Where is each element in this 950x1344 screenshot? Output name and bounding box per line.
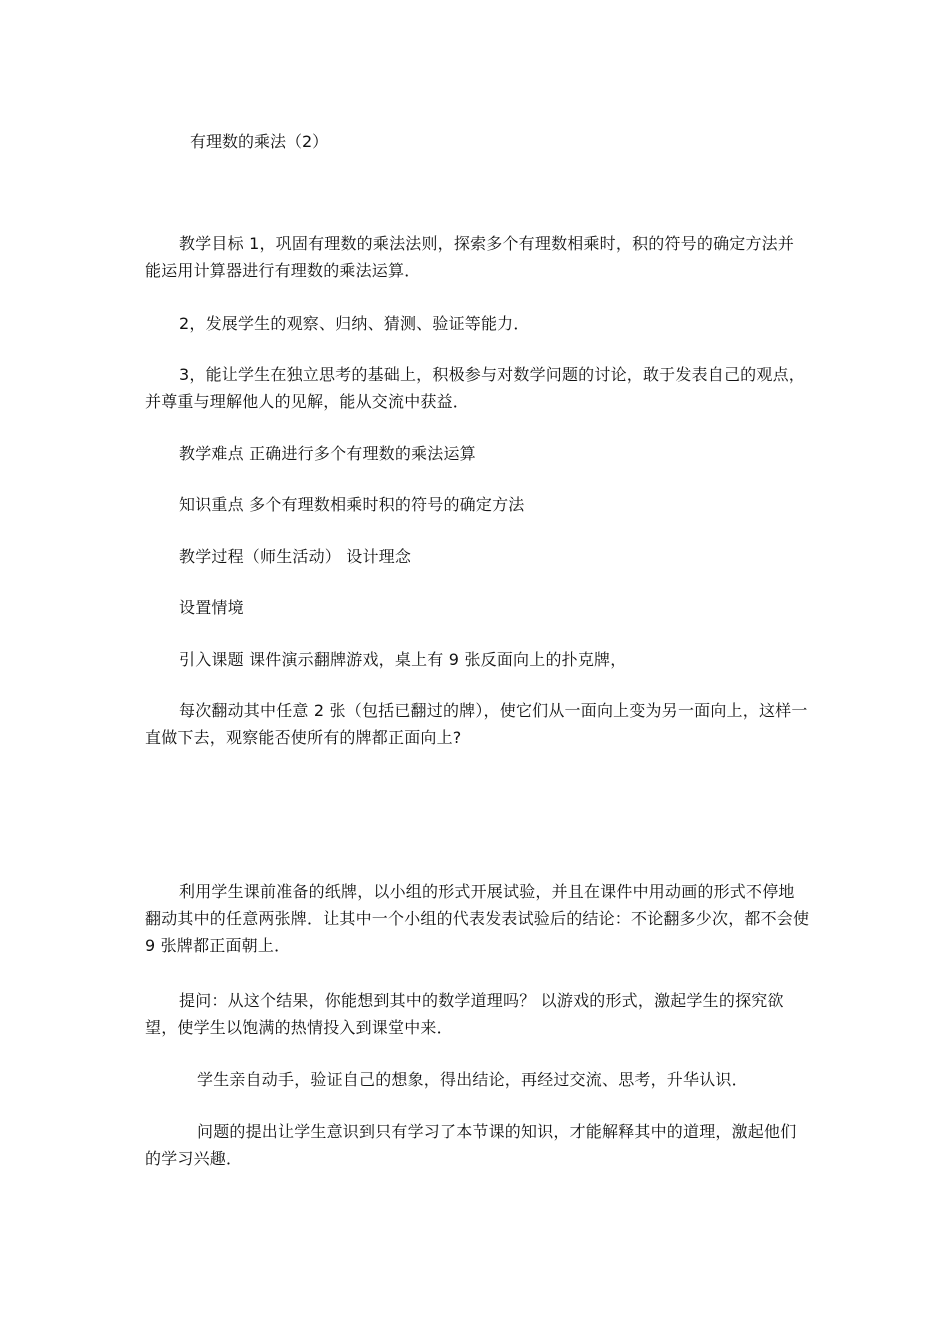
paragraph-teaching-process: 教学过程（师生活动） 设计理念 [179, 547, 412, 566]
paragraph-teaching-goal-3: 3，能让学生在独立思考的基础上，积极参与对数学问题的讨论，敢于发表自己的观点，并尊重与理解他人的见解，能从交流中获益． [145, 365, 805, 411]
paragraph-teaching-difficulty: 教学难点 正确进行多个有理数的乘法运算 [179, 444, 476, 463]
paragraph-card-rule: 每次翻动其中任意 2 张（包括已翻过的牌），使它们从一面向上变为另一面向上，这样一直做下去，观察能否使所有的牌都正面向上? [145, 701, 808, 747]
paragraph-introduce-topic: 引入课题 课件演示翻牌游戏，桌上有 9 张反面向上的扑克牌， [179, 650, 627, 669]
paragraph-teaching-goal-1: 教学目标 1，巩固有理数的乘法法则，探索多个有理数相乘时，积的符号的确定方法并能运用计算器进行有理数的乘法运算． [145, 234, 795, 280]
paragraph-problem-interest: 问题的提出让学生意识到只有学习了本节课的知识，才能解释其中的道理，激起他们的学习兴趣． [145, 1122, 797, 1168]
document-title: 有理数的乘法（2） [190, 132, 329, 151]
paragraph-teaching-goal-2: 2，发展学生的观察、归纳、猜测、验证等能力． [179, 314, 530, 333]
paragraph-group-experiment: 利用学生课前准备的纸牌，以小组的形式开展试验，并且在课件中用动画的形式不停地翻动其中的任意两张牌．让其中一个小组的代表发表试验后的结论：不论翻多少次，都不会使 9 张牌都正面朝上． [145, 882, 810, 955]
paragraph-knowledge-focus: 知识重点 多个有理数相乘时积的符号的确定方法 [179, 495, 525, 514]
paragraph-students-verify: 学生亲自动手，验证自己的想象，得出结论，再经过交流、思考，升华认识． [197, 1070, 748, 1089]
paragraph-question: 提问：从这个结果，你能想到其中的数学道理吗？ 以游戏的形式，激起学生的探究欲望，使学生以饱满的热情投入到课堂中来． [145, 991, 784, 1037]
paragraph-set-scene: 设置情境 [179, 598, 244, 617]
